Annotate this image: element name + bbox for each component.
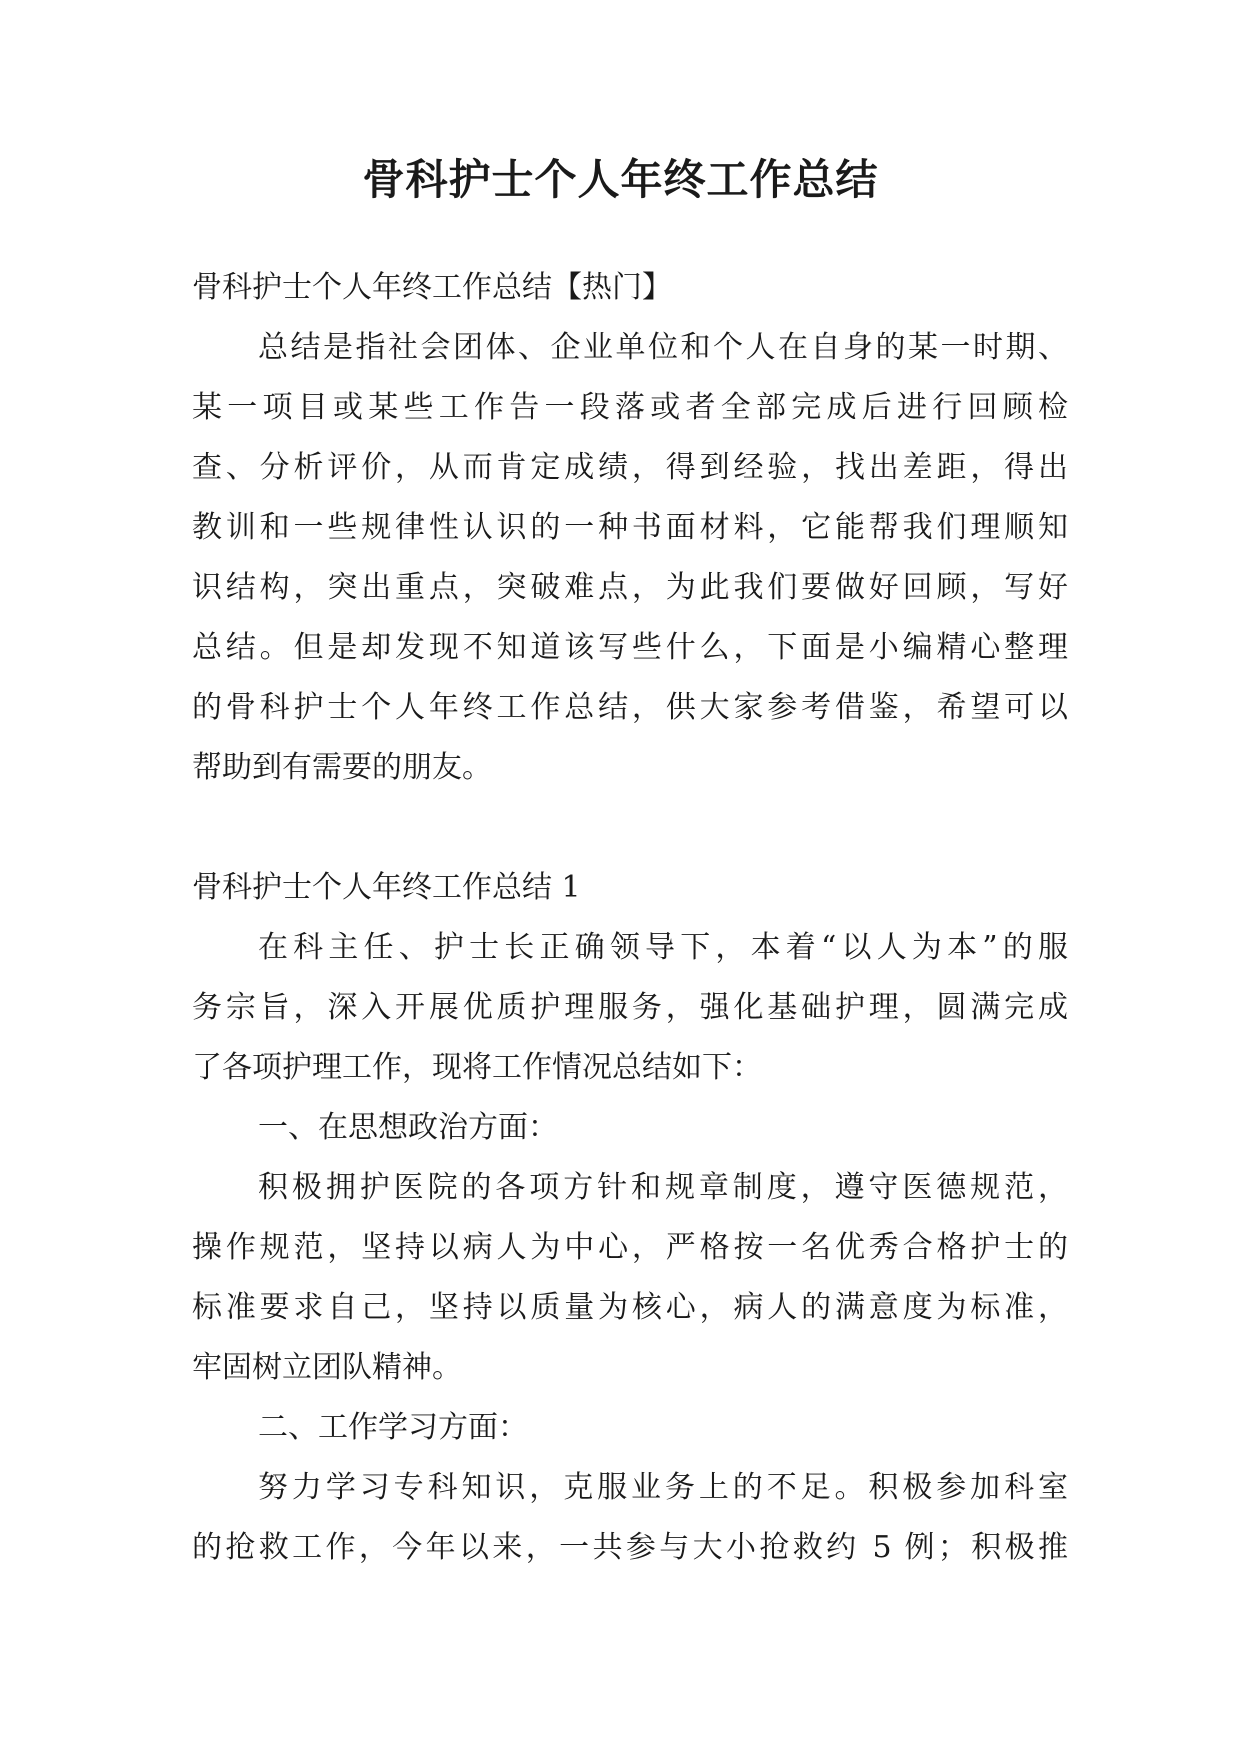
- document-title: 骨科护士个人年终工作总结: [362, 155, 879, 204]
- paragraph-line: 总结是指社会团体、企业单位和个人在自身的某一时期、: [258, 330, 1068, 365]
- paragraph-line: 标准要求自己，坚持以质量为核心，病人的满意度为标准，: [192, 1290, 1068, 1325]
- paragraph-line: 识结构，突出重点，突破难点，为此我们要做好回顾，写好: [192, 570, 1068, 605]
- paragraph-line: 努力学习专科知识，克服业务上的不足。积极参加科室: [258, 1470, 1068, 1505]
- part1-heading: 一、在思想政治方面：: [258, 1110, 558, 1145]
- paragraph-line: 查、分析评价，从而肯定成绩，得到经验，找出差距，得出: [192, 450, 1068, 485]
- paragraph-line: 操作规范，坚持以病人为中心，严格按一名优秀合格护士的: [192, 1230, 1068, 1265]
- paragraph-line: 在科主任、护士长正确领导下，本着“以人为本”的服: [258, 930, 1068, 965]
- paragraph-line: 的抢救工作，今年以来，一共参与大小抢救约 5 例；积极推: [192, 1530, 1068, 1565]
- section-gap: [192, 798, 1068, 858]
- paragraph-line: 牢固树立团队精神。: [192, 1350, 462, 1385]
- document-body: [192, 258, 1068, 1578]
- part2-paragraph: [192, 1458, 1068, 1578]
- part1-paragraph: [192, 1158, 1068, 1398]
- paragraph-line: 某一项目或某些工作告一段落或者全部完成后进行回顾检: [192, 390, 1068, 425]
- paragraph-line: 的骨科护士个人年终工作总结，供大家参考借鉴，希望可以: [192, 690, 1068, 725]
- document-subtitle: 骨科护士个人年终工作总结【热门】: [192, 270, 672, 305]
- paragraph-line: 总结。但是却发现不知道该写些什么，下面是小编精心整理: [192, 630, 1068, 665]
- paragraph-line: 务宗旨，深入开展优质护理服务，强化基础护理，圆满完成: [192, 990, 1068, 1025]
- part2-heading: 二、工作学习方面：: [258, 1410, 528, 1445]
- section-heading: 骨科护士个人年终工作总结 1: [192, 870, 581, 905]
- intro-paragraph: [192, 318, 1068, 798]
- paragraph-line: 了各项护理工作，现将工作情况总结如下：: [192, 1050, 762, 1085]
- paragraph-line: 教训和一些规律性认识的一种书面材料，它能帮我们理顺知: [192, 510, 1068, 545]
- paragraph-line: 积极拥护医院的各项方针和规章制度，遵守医德规范，: [258, 1170, 1068, 1205]
- section-intro-paragraph: [192, 918, 1068, 1098]
- paragraph-line: 帮助到有需要的朋友。: [192, 750, 492, 785]
